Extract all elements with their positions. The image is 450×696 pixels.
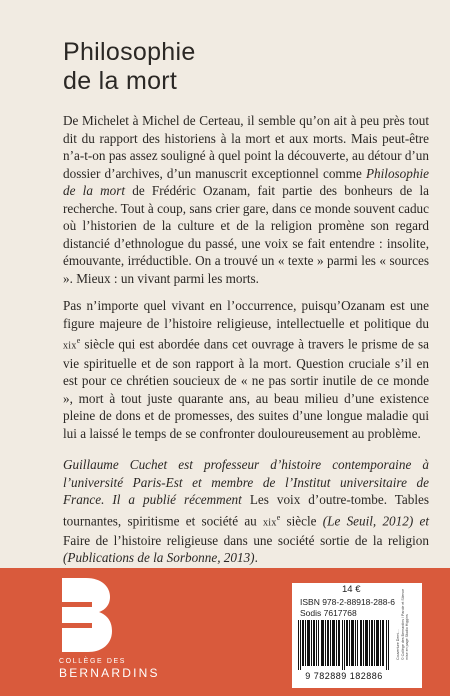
bio-text: et [413, 513, 429, 529]
book-title-line-1: Philosophie [63, 38, 196, 66]
bernardins-logo-icon [62, 578, 114, 652]
book-reference: Les voix d’outre-tombe. Tables tournantes, spiritisme et société au [63, 492, 429, 529]
blurb [63, 112, 429, 577]
price: 14 € [342, 584, 361, 595]
text-run: siècle qui est abordée dans cet ouvrage à travers le prisme de sa vie spirituelle et de son rapport à la mort. Question cruciale s’il en est pour ce chrétien soucieux de « ne pas sortir inutile de ce monde », mort à tout juste quarante ans, au beau milieu d’une existence pleine de dons et de promesses, des suites d’une longue maladie qui lui a laissé le temps de se confronter douloureusement au problème. [63, 336, 429, 441]
book-title-line-2: de la mort [63, 67, 178, 95]
blurb-paragraph-2 [63, 297, 429, 442]
text-run: De Michelet à Michel de Certeau, il semble qu’on ait à peu près tout dit du rapport des historiens à la mort et aux morts. Mais peut-être n’a-t-on pas assez souligné à quel point la découverte, au détour d’un dossier d’archives, d’un manuscrit exceptionnel comme [63, 113, 429, 181]
text-run: de Frédéric Ozanam, fait partie des bonheurs de la recherche. Tout à coup, sans crier gare, dans ce monde souvent caduc où l’historien de la culture et de la religion promène son regard distancié d’ethnologue du passé, une voix se fait entendre : insolite, émouvante, irréductible. On a trouvé un « texte » parmi les « sources ». Mieux : un vivant parmi les morts. [63, 183, 429, 286]
sodis-code: Sodis 7617768 [300, 608, 357, 618]
century-suffix: e [276, 512, 281, 522]
century-suffix: e [76, 336, 81, 345]
publisher-name-line-1: COLLÈGE DES [59, 658, 127, 665]
text-run: . [254, 550, 258, 566]
barcode-icon [298, 620, 390, 670]
publisher-name [59, 657, 179, 680]
century-numeral: xix [63, 340, 77, 352]
blurb-paragraph-1 [63, 112, 429, 287]
cover-credit-line-3: mise en page Studio Higgins [405, 614, 409, 660]
cover-credit [396, 580, 410, 660]
book-reference: Faire de l’histoire religieuse dans une société sortie de la religion [63, 532, 429, 548]
publisher-name-line-2: BERNARDINS [59, 666, 160, 680]
isbn-number: ISBN 978-2-88918-288-6 [300, 597, 395, 607]
bio-text: Guillaume Cuchet est professeur d’histoire contemporaine à l’université Paris-Est et membre de l’Institut universitaire de France. Il a publié récemment [63, 457, 429, 508]
author-bio [63, 456, 429, 566]
publisher-reference: (Le Seuil, 2012) [322, 513, 414, 529]
cover-credit-line-1: Couverture Demi… [396, 629, 400, 660]
barcode-number: 9 782889 182886 [305, 671, 383, 681]
book-reference: siècle [280, 513, 323, 529]
publisher-reference: (Publications de la Sorbonne, 2013) [63, 550, 255, 566]
cover-credit-line-2: © Collège des Bernardins / Parole et Silence [400, 588, 405, 660]
century-numeral: xix [263, 517, 277, 529]
work-title: Philosophie de la mort [63, 165, 429, 198]
text-run: Pas n’importe quel vivant en l’occurrence, puisqu’Ozanam est une figure majeure de l’histoire religieuse, intellectuelle et politique du [63, 298, 429, 331]
book-title [63, 38, 383, 96]
